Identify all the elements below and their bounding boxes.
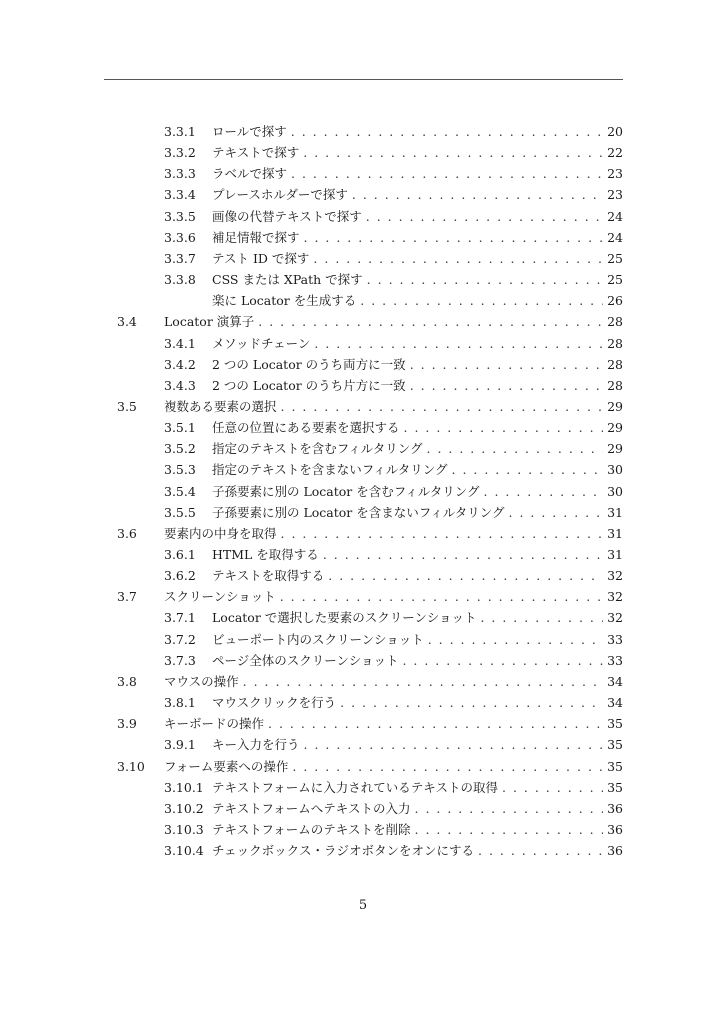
dot-leader [474,841,603,861]
toc-section-number: 3.6 [117,525,137,541]
toc-entry[interactable] [0,397,726,417]
toc-section-number: 3.5 [117,398,137,414]
toc-page-number: 36 [607,821,623,837]
toc-title: 複数ある要素の選択 [164,398,277,414]
toc-page-number: 29 [607,398,623,414]
toc-page-number: 29 [607,441,623,457]
dot-leader [324,566,603,586]
toc-entry[interactable] [0,312,726,332]
toc-subsection-number: 3.10.3 [164,821,204,837]
toc-page-number: 31 [607,547,623,562]
toc-title: テキストで探す [212,145,300,161]
toc-subsection-number: 3.8.1 [164,695,196,711]
toc-subsection-number: 3.3.6 [164,229,196,245]
dot-leader [300,735,603,755]
toc-entry[interactable] [0,693,726,713]
dot-leader [406,355,603,375]
dot-leader [480,482,603,502]
toc-title: 2 つの Locator のうち両方に一致 [212,356,406,372]
page-number: 5 [358,898,368,913]
toc-page-number: 23 [607,187,623,203]
dot-leader [310,334,603,354]
toc-section-number: 3.9 [117,716,137,732]
toc-page-number: 35 [607,716,623,732]
toc-title: ラベルで探す [212,166,288,182]
toc-section-number: 3.4 [117,314,137,330]
toc-entry[interactable] [0,778,726,798]
toc-title: テキストフォームに入力されているテキストの取得 [212,779,499,795]
dot-leader [423,439,603,459]
toc-subsection-number: 3.5.5 [164,504,196,520]
toc-title: メソッドチェーン [212,335,311,351]
toc-title: マウスクリックを行う [212,695,337,711]
toc-entry[interactable] [0,185,726,205]
dot-leader [309,249,603,269]
toc-entry[interactable] [0,524,726,544]
toc-title: テキストを取得する [212,568,325,584]
toc-subsection-number: 3.4.3 [164,377,196,393]
toc-page-number: 30 [607,462,623,478]
toc-entry[interactable] [0,651,726,671]
dot-leader [476,608,603,628]
toc-entry[interactable] [0,735,726,755]
toc-entry[interactable] [0,545,726,565]
toc-title: 2 つの Locator のうち片方に一致 [212,377,406,393]
toc-subsection-number: 3.3.4 [164,187,196,203]
toc-subsection-number: 3.5.4 [164,483,196,499]
toc-title: 子孫要素に別の Locator を含むフィルタリング [212,483,480,499]
toc-page-number: 31 [607,504,623,520]
toc-entry[interactable] [0,587,726,607]
toc-page-number: 28 [607,356,623,372]
toc-page-number: 32 [607,568,623,584]
toc-section-number: 3.7 [117,589,137,605]
dot-leader [264,714,603,734]
toc-page-number: 29 [607,420,623,436]
toc-title: スクリーンショット [164,589,276,605]
dot-leader [362,207,603,227]
dot-leader [363,270,603,290]
toc-subsection-number: 3.5.1 [164,420,196,436]
toc-entry[interactable] [0,714,726,734]
toc-title: 子孫要素に別の Locator を含まないフィルタリング [212,504,505,520]
toc-title: CSS または XPath で探す [212,272,363,288]
toc-page-number: 28 [607,377,623,393]
dot-leader [319,545,603,565]
toc-entry[interactable] [0,355,726,375]
toc-entry[interactable] [0,207,726,227]
dot-leader [411,799,603,819]
toc-page-number: 26 [607,293,623,309]
toc-subsection-number: 3.7.1 [164,610,196,626]
toc-subsection-number: 3.7.2 [164,631,196,647]
toc-subsection-number: 3.5.3 [164,462,196,478]
toc-page-number: 32 [607,589,623,605]
toc-title: マウスの操作 [164,673,239,689]
dot-leader [277,397,603,417]
toc-subsection-number: 3.5.2 [164,441,196,457]
toc-page-number: 25 [607,272,623,288]
toc-subsection-number: 3.10.2 [164,800,204,816]
toc-page-number: 35 [607,779,623,795]
toc-subsection-number: 3.9.1 [164,737,196,753]
toc-subsection-number: 3.4.1 [164,335,196,351]
toc-page-number: 35 [607,737,623,753]
toc-subsection-number: 3.10.1 [164,779,204,795]
toc-title: フォーム要素への操作 [164,758,289,774]
toc-title: テスト ID で探す [212,250,310,266]
dot-leader [400,418,603,438]
dot-leader [336,693,603,713]
toc-title: 任意の位置にある要素を選択する [212,420,400,436]
toc-entry[interactable] [0,841,726,861]
toc-title: 要素内の中身を取得 [164,525,277,541]
toc-page-number: 36 [607,800,623,816]
toc-page-number: 35 [607,758,623,774]
toc-subsection-number: 3.3.2 [164,145,196,161]
toc-entry[interactable] [0,334,726,354]
dot-leader [287,164,603,184]
dot-leader [287,122,603,142]
toc-page-number: 33 [607,631,623,647]
dot-leader [398,651,603,671]
toc-title: チェックボックス・ラジオボタンをオンにする [212,843,475,859]
toc-entry[interactable] [0,503,726,523]
toc-page-number: 23 [607,166,623,182]
toc-subsection-number: 3.6.2 [164,568,196,584]
toc-title: ページ全体のスクリーンショット [212,652,399,668]
toc-entry[interactable] [0,270,726,290]
dot-leader [505,503,603,523]
toc-subsection-number: 3.6.1 [164,547,196,562]
toc-page-number: 28 [607,335,623,351]
toc-page-number: 25 [607,250,623,266]
toc-title: ビューポート内のスクリーンショット [212,631,424,647]
dot-leader [254,312,603,332]
toc-entry[interactable] [0,460,726,480]
toc-page-number: 33 [607,652,623,668]
toc-subsection-number: 3.7.3 [164,652,196,668]
toc-entry[interactable] [0,291,726,311]
toc-entry[interactable] [0,418,726,438]
toc-title: Locator で選択した要素のスクリーンショット [212,610,477,626]
toc-entry[interactable] [0,630,726,650]
dot-leader [424,630,603,650]
dot-leader [300,228,603,248]
toc-title: プレースホルダーで探す [212,187,348,203]
toc-title: キー入力を行う [212,737,300,753]
toc-title: 楽に Locator を生成する [212,293,357,309]
dot-leader [411,820,603,840]
toc-subsection-number: 3.3.8 [164,272,196,288]
toc-subsection-number: 3.3.7 [164,250,196,266]
toc-entry[interactable] [0,164,726,184]
toc-subsection-number: 3.3.3 [164,166,196,182]
toc-entry[interactable] [0,482,726,502]
toc-section-number: 3.8 [117,673,137,689]
header-rule [104,79,623,80]
toc-entry[interactable] [0,228,726,248]
toc-page-number: 24 [607,229,623,245]
toc-page-number: 36 [607,843,623,859]
toc-title: 補足情報で探す [212,229,300,245]
toc-title: HTML を取得する [212,547,319,562]
toc-entry[interactable] [0,566,726,586]
dot-leader [299,143,603,163]
toc-entry[interactable] [0,820,726,840]
dot-leader [276,587,603,607]
toc-page-number: 34 [607,695,623,711]
toc-page-number: 30 [607,483,623,499]
toc-title: テキストフォームのテキストを削除 [212,821,411,837]
toc-title: テキストフォームへテキストの入力 [212,800,411,816]
toc-title: ロールで探す [212,124,287,139]
toc-page-number: 24 [607,208,623,224]
dot-leader [277,524,603,544]
toc-subsection-number: 3.3.5 [164,208,196,224]
toc-entry[interactable] [0,376,726,396]
toc-title: 指定のテキストを含まないフィルタリング [212,462,448,478]
toc-title: キーボードの操作 [164,716,265,732]
dot-leader [406,376,603,396]
toc-title: 指定のテキストを含むフィルタリング [212,441,423,457]
toc-page-number: 34 [607,673,623,689]
dot-leader [356,291,603,311]
toc-title: Locator 演算子 [164,314,255,330]
toc-title: 画像の代替テキストで探す [212,208,362,224]
toc-subsection-number: 3.3.1 [164,124,196,139]
toc-page-number: 20 [607,124,623,139]
toc-subsection-number: 3.10.4 [164,843,204,859]
dot-leader [448,460,603,480]
dot-leader [348,185,603,205]
toc-entry[interactable] [0,439,726,459]
dot-leader [498,778,603,798]
toc-entry[interactable] [0,799,726,819]
toc-page-number: 32 [607,610,623,626]
toc-entry[interactable] [0,143,726,163]
toc-entry[interactable] [0,249,726,269]
toc-page-number: 28 [607,314,623,330]
dot-leader [239,672,603,692]
toc-page-number: 22 [607,145,623,161]
toc-entry[interactable] [0,122,726,142]
toc-subsection-number: 3.4.2 [164,356,196,372]
toc-entry[interactable] [0,608,726,628]
toc-entry[interactable] [0,757,726,777]
toc-page-number: 31 [607,525,623,541]
toc-entry[interactable] [0,672,726,692]
toc-section-number: 3.10 [117,758,145,774]
dot-leader [288,757,603,777]
